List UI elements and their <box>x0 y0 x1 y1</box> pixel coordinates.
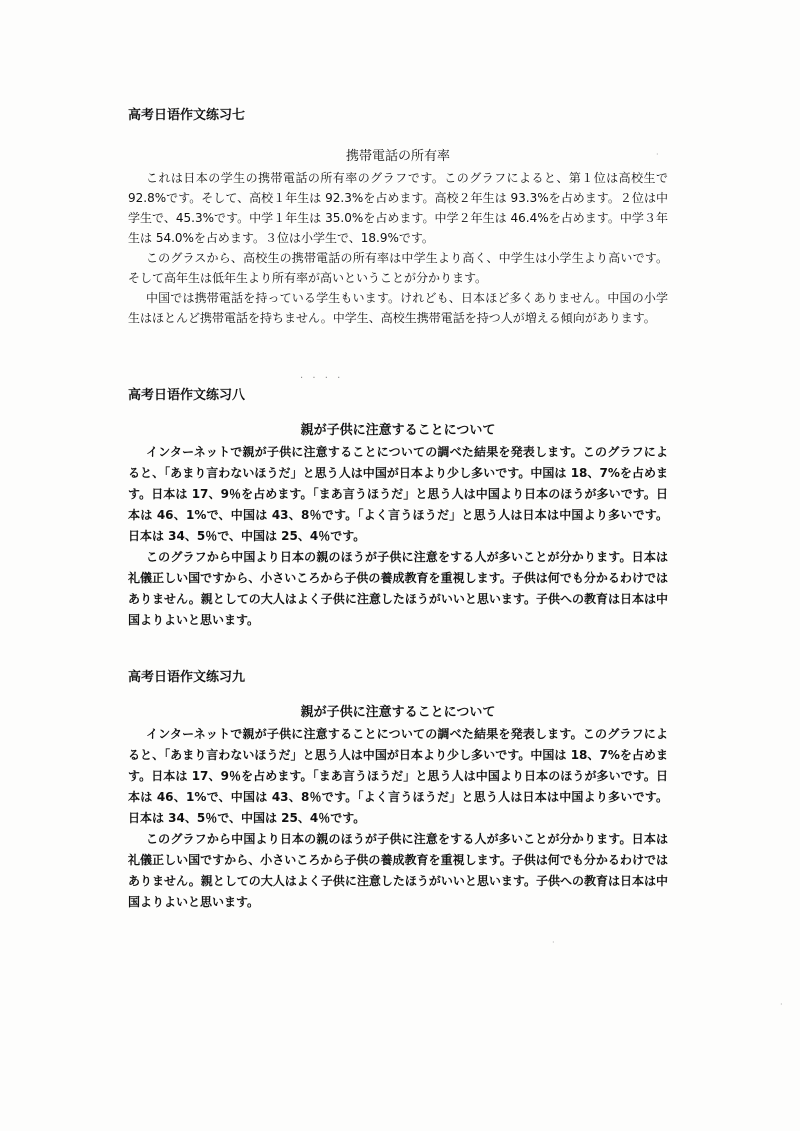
scan-speck: · <box>656 150 659 159</box>
section-label: 高考日语作文练习九 <box>128 670 246 685</box>
essay-paragraph: このグラフから中国より日本の親のほうが子供に注意をする人が多いことが分かります。日本は礼儀正しい国ですから、小さいころから子供の養成教育を重視します。子供は何でも分かるわけではありません。親としての大人はよく子供に注意したほうがいいと思います。子供への教育は日本は中国よりよいと思います。 <box>128 550 668 627</box>
essay-paragraph: インターネットで親が子供に注意することについての調べた結果を発表します。このグラフによると、「あまり言わないほうだ」と思う人は中国が日本より少し多いです。中国は 18、7%を占めます。日本は 17、9％を占めます。「まあ言うほうだ」と思う人は中国より日本のほうが多いです。日本は 46、1%で、中国は 43、8％です。「よく言うほうだ」と思う人は日本は中国より多いです。日本は 34、5％で、中国は 25、4％です。 <box>128 727 668 825</box>
section-label: 高考日语作文练习七 <box>128 108 246 123</box>
section-exercise-7 <box>128 106 668 328</box>
scan-speck: · <box>780 1000 783 1009</box>
essay-title: 親が子供に注意することについて <box>300 423 496 438</box>
section-label: 高考日语作文练习八 <box>128 388 246 403</box>
scan-speck: · <box>552 938 555 947</box>
essay-paragraph: このグラフから中国より日本の親のほうが子供に注意をする人が多いことが分かります。日本は礼儀正しい国ですから、小さいころから子供の養成教育を重視します。子供は何でも分かるわけではありません。親としての大人はよく子供に注意したほうがいいと思います。子供への教育は日本は中国よりよいと思います。 <box>128 832 668 909</box>
essay-paragraph: インターネットで親が子供に注意することについての調べた結果を発表します。このグラフによると、「あまり言わないほうだ」と思う人は中国が日本より少し多いです。中国は 18、7%を占めます。日本は 17、9％を占めます。「まあ言うほうだ」と思う人は中国より日本のほうが多いです。日本は 46、1%で、中国は 43、8％です。「よく言うほうだ」と思う人は日本は中国より多いです。日本は 34、5％で、中国は 25、4％です。 <box>128 445 668 543</box>
essay-paragraph: 中国では携帯電話を持っている学生もいます。けれども、日本ほど多くありません。中国の小学生はほとんど携帯電話を持ちません。中学生、高校生携帯電話を持つ人が増える傾向があります。 <box>128 291 668 325</box>
section-exercise-9 <box>128 668 668 913</box>
essay-paragraph: これは日本の学生の携帯電話の所有率のグラフです。このグラフによると、第１位は高校生で 92.8%です。そして、高校１年生は 92.3%を占めます。高校２年生は 93.3%を占めます。２位は中学生で、45.3%です。中学１年生は 35.0%を占めます。中学２年生は 46.4%を占めます。中学３年生は 54.0%を占めます。３位は小学生で、18.9%です。 <box>128 171 668 245</box>
section-exercise-8 <box>128 386 668 631</box>
scan-dots: · · · · <box>300 373 344 384</box>
essay-title: 携帯電話の所有率 <box>345 149 450 164</box>
essay-paragraph: このグラスから、高校生の携帯電話の所有率は中学生より高く、中学生は小学生より高いです。そして高年生は低年生より所有率が高いということが分かります。 <box>128 251 668 285</box>
essay-title: 親が子供に注意することについて <box>300 705 496 720</box>
